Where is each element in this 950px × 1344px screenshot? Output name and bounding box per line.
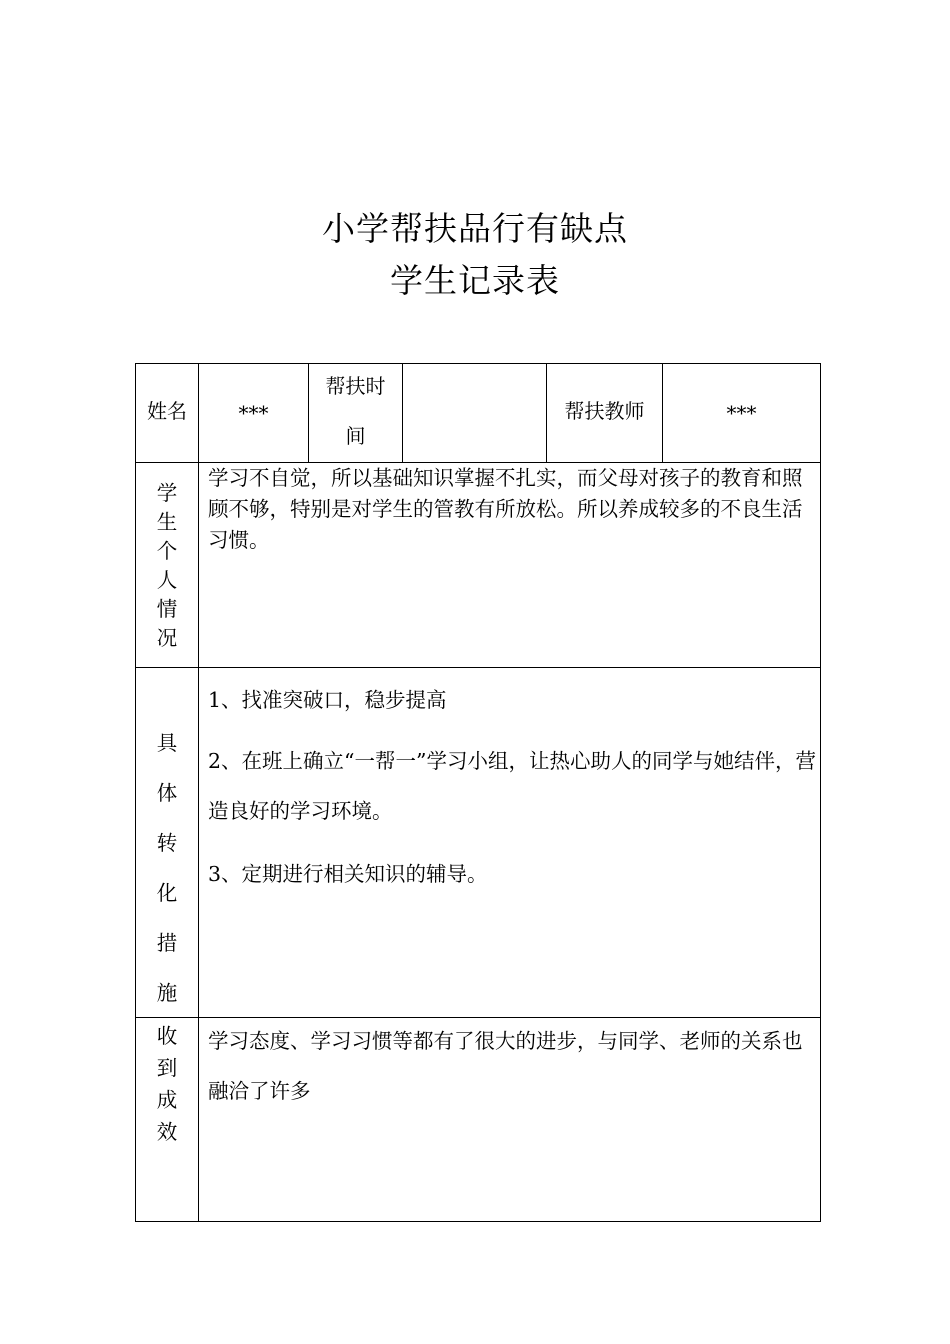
name-value: ***: [238, 401, 269, 425]
situation-label-char: 生: [156, 510, 178, 534]
name-label: 姓名: [147, 399, 187, 423]
measures-label-char: 施: [156, 981, 178, 1005]
helping-teacher-value: ***: [726, 401, 757, 425]
help-time-label-line2: 间: [345, 424, 366, 448]
situation-label-char: 人: [156, 568, 178, 592]
measures-label-char: 转: [156, 831, 178, 855]
situation-label-char: 况: [156, 626, 178, 650]
situation-label-char: 学: [156, 481, 178, 505]
situation-label-char: 个: [156, 539, 178, 563]
results-text: 学习态度、学习习惯等都有了很大的进步，与同学、老师的关系也融洽了许多: [208, 1029, 803, 1103]
help-time-label-line1: 帮扶时: [325, 374, 386, 398]
situation-text: 学习不自觉，所以基础知识掌握不扎实，而父母对孩子的教育和照顾不够，特别是对学生的管教有所放松。所以养成较多的不良生活习惯。: [208, 466, 803, 552]
results-label-char: 收: [156, 1024, 178, 1048]
document-title-line2: 学生记录表: [390, 261, 560, 300]
measures-label-char: 体: [156, 781, 178, 805]
measure-item-1: 1、找准突破口，稳步提高: [208, 688, 447, 712]
measure-item-3: 3、定期进行相关知识的辅导。: [208, 862, 488, 886]
results-label-char: 到: [156, 1056, 178, 1080]
helping-teacher-label: 帮扶教师: [564, 399, 645, 423]
measures-label-char: 化: [156, 881, 178, 905]
document-title-line1: 小学帮扶品行有缺点: [322, 209, 628, 248]
results-label-char: 成: [156, 1088, 178, 1112]
measures-label-char: 具: [156, 731, 178, 755]
results-label-char: 效: [156, 1120, 178, 1144]
situation-label-char: 情: [156, 597, 178, 621]
measures-label-char: 措: [156, 931, 178, 955]
measure-item-2: 2、在班上确立“一帮一”学习小组，让热心助人的同学与她结伴，营造良好的学习环境。: [208, 749, 817, 823]
